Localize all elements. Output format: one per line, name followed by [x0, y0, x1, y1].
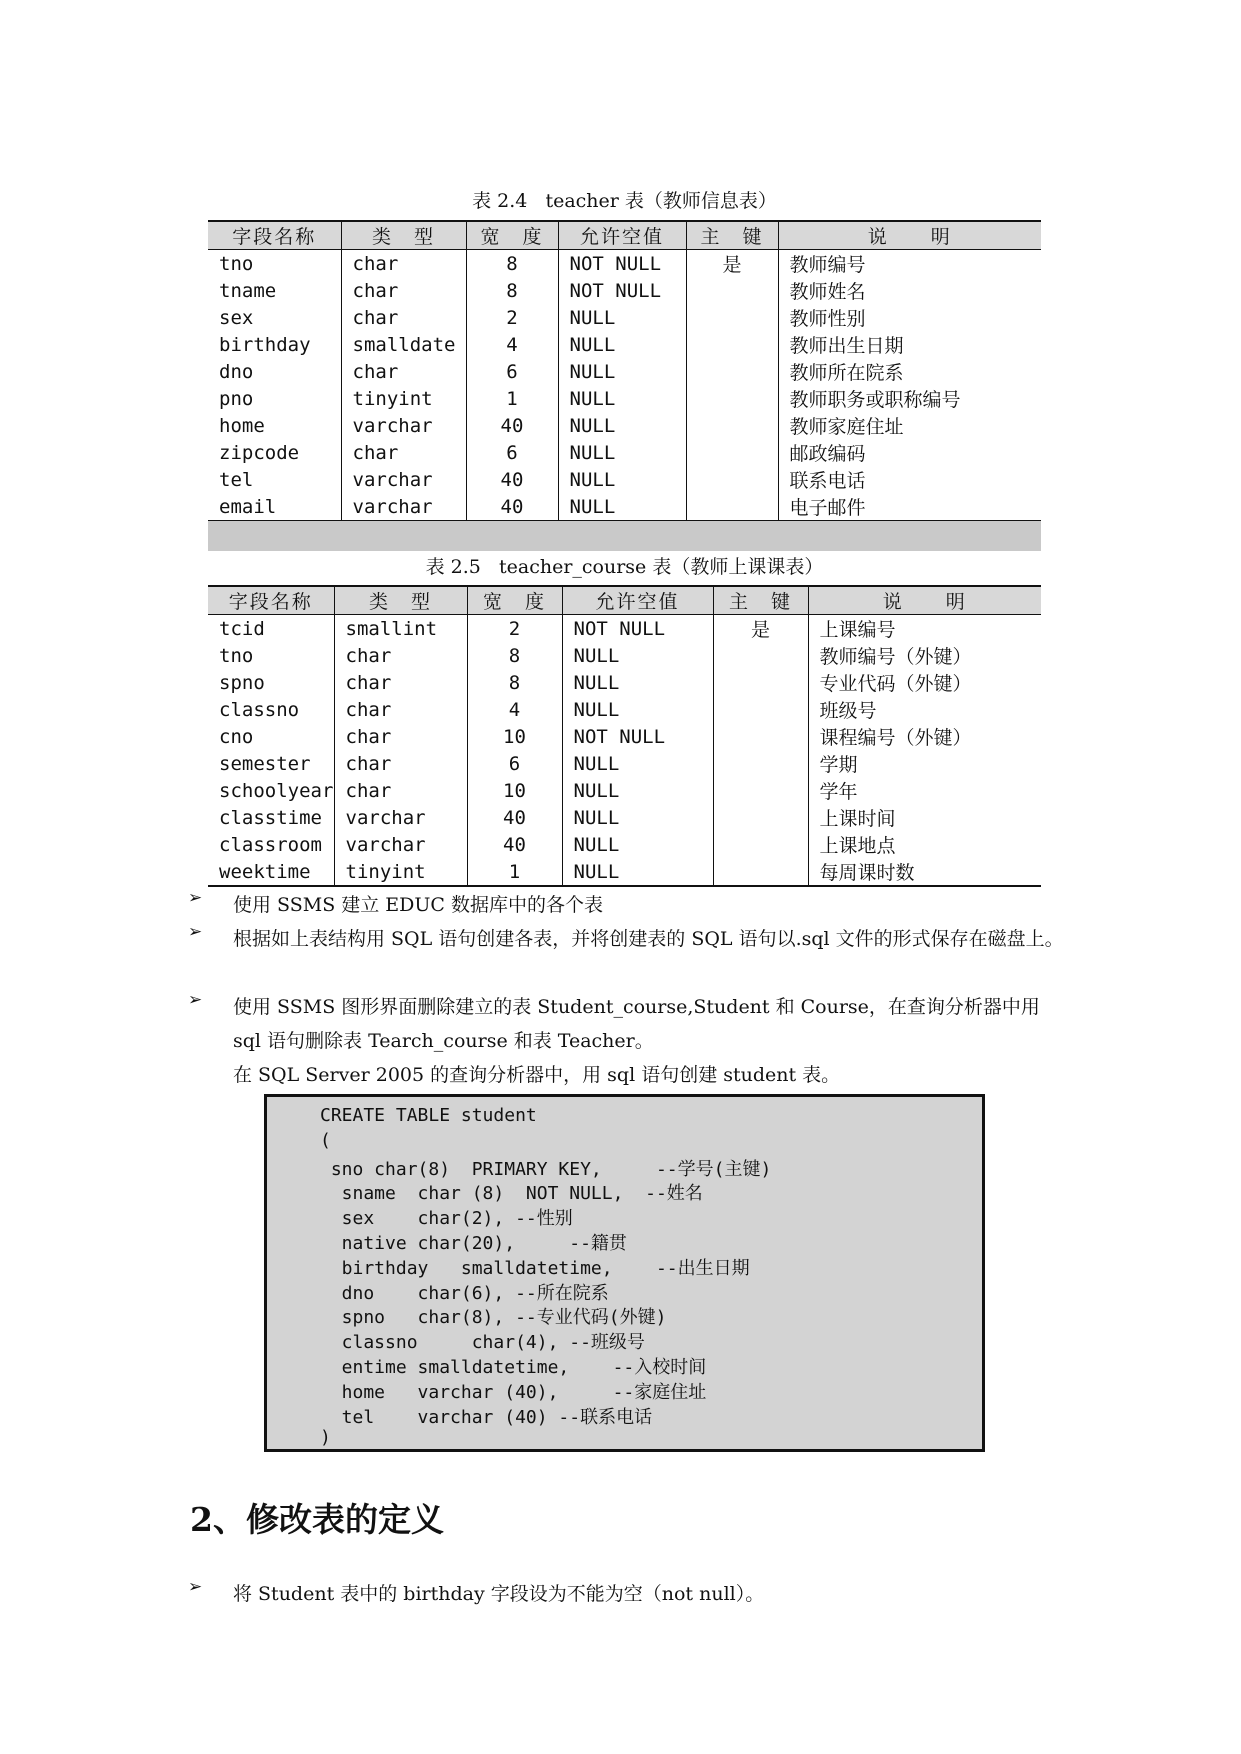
table-cell: birthday — [219, 333, 311, 356]
code-line: spno char(8), --专业代码(外键) — [320, 1307, 667, 1329]
table-cell: 是 — [686, 250, 778, 278]
teacher-course-table — [208, 585, 1041, 887]
table-cell: char — [334, 669, 467, 696]
table-row — [208, 669, 1041, 696]
table-header-row — [208, 586, 1041, 615]
table-cell — [686, 385, 778, 412]
table-cell: char — [334, 723, 467, 750]
table-cell: NULL — [558, 304, 686, 331]
table-cell: sex — [219, 306, 254, 329]
table-cell: NULL — [558, 439, 686, 466]
table-cell: 上课地点 — [808, 831, 1041, 858]
code-line: classno char(4), --班级号 — [320, 1332, 645, 1354]
intro-text: 在 SQL Server 2005 的查询分析器中，用 sql 语句创建 student 表。 — [233, 1064, 841, 1086]
table-cell: NULL — [558, 331, 686, 358]
table-cell: 1 — [467, 858, 562, 886]
table-cell: 联系电话 — [778, 466, 1041, 493]
table-cell: char — [341, 250, 466, 278]
table-cell: NOT NULL — [562, 723, 713, 750]
table-cell: 40 — [467, 804, 562, 831]
table-cell: 班级号 — [808, 696, 1041, 723]
table-cell — [713, 669, 808, 696]
table-row — [208, 412, 1041, 439]
column-header: 允许空值 — [562, 586, 713, 615]
table-cell: NULL — [558, 412, 686, 439]
table-cell: 教师性别 — [778, 304, 1041, 331]
table-row — [208, 358, 1041, 385]
column-header: 主 键 — [713, 586, 808, 615]
table-cell: char — [334, 696, 467, 723]
table-separator-band — [208, 521, 1041, 551]
table-cell: varchar — [341, 466, 466, 493]
table-cell — [713, 750, 808, 777]
table-cell: 1 — [466, 385, 558, 412]
table-cell: 8 — [466, 250, 558, 278]
table-cell: classroom — [219, 833, 322, 856]
column-header: 类 型 — [334, 586, 467, 615]
table-cell: NOT NULL — [558, 250, 686, 278]
column-header: 宽 度 — [466, 221, 558, 250]
table-cell: classtime — [219, 806, 322, 829]
table-row — [208, 277, 1041, 304]
table-row — [208, 466, 1041, 493]
table-cell: varchar — [334, 831, 467, 858]
table-cell — [713, 723, 808, 750]
arrow-bullet-icon: ➢ — [188, 1577, 203, 1597]
arrow-bullet-icon: ➢ — [188, 888, 203, 908]
table-cell — [713, 696, 808, 723]
table-cell: 电子邮件 — [778, 493, 1041, 521]
table-cell: email — [208, 493, 341, 521]
table-cell: 学年 — [808, 777, 1041, 804]
table-cell: home — [219, 414, 265, 437]
table-cell: 40 — [466, 412, 558, 439]
code-line: home varchar (40), --家庭住址 — [320, 1381, 707, 1403]
code-line: tel varchar (40) --联系电话 — [320, 1406, 653, 1428]
table-cell: 教师出生日期 — [778, 331, 1041, 358]
table-cell: char — [334, 642, 467, 669]
table-cell: 4 — [467, 696, 562, 723]
table2-caption: 表 2.5 teacher_course 表（教师上课课表） — [425, 556, 824, 578]
bullet-text: 根据如上表结构用 SQL 语句创建各表，并将创建表的 SQL 语句以.sql 文件的形式保存在磁盘上。 — [233, 928, 1064, 950]
table-cell: NULL — [562, 642, 713, 669]
table-cell: cno — [219, 725, 254, 748]
code-line: sex char(2), --性别 — [320, 1208, 573, 1230]
table-cell: 8 — [466, 277, 558, 304]
table-cell — [713, 858, 808, 886]
table-cell: NULL — [562, 831, 713, 858]
table-cell: 教师家庭住址 — [778, 412, 1041, 439]
column-header: 说 明 — [808, 586, 1041, 615]
table-row — [208, 642, 1041, 669]
code-line: native char(20), --籍贯 — [320, 1233, 627, 1254]
table-cell: NULL — [558, 466, 686, 493]
bullet-text: 使用 SSMS 建立 EDUC 数据库中的各个表 — [233, 894, 603, 916]
table-cell: 4 — [466, 331, 558, 358]
table-cell: semester — [219, 752, 311, 775]
table-cell: char — [341, 277, 466, 304]
table-cell — [713, 642, 808, 669]
column-header: 说 明 — [778, 221, 1041, 250]
table-cell: weektime — [208, 858, 334, 886]
table-cell: 6 — [466, 439, 558, 466]
table-row — [208, 696, 1041, 723]
table-cell — [686, 466, 778, 493]
bullet-text: 将 Student 表中的 birthday 字段设为不能为空（not null）。 — [233, 1583, 765, 1605]
table-cell: 2 — [467, 615, 562, 643]
bullet-text: 使用 SSMS 图形界面删除建立的表 Student_course,Student 和 Course，在查询分析器中用 sql 语句删除表 Tearch_course 和表 Teacher。 — [233, 996, 1040, 1052]
column-header: 字段名称 — [208, 586, 334, 615]
table-cell: varchar — [334, 804, 467, 831]
table-cell: 课程编号（外键） — [808, 723, 1041, 750]
table-row — [208, 615, 1041, 643]
table-cell: 专业代码（外键） — [808, 669, 1041, 696]
table-cell — [686, 331, 778, 358]
table-cell: 邮政编码 — [778, 439, 1041, 466]
table-cell: NULL — [562, 777, 713, 804]
table-cell: dno — [219, 360, 254, 383]
table-cell — [686, 412, 778, 439]
table-cell: 40 — [466, 493, 558, 521]
column-header: 字段名称 — [208, 221, 341, 250]
table-cell: varchar — [341, 412, 466, 439]
table-cell: 每周课时数 — [808, 858, 1041, 886]
table-cell: NOT NULL — [558, 277, 686, 304]
code-line: sname char (8) NOT NULL, --姓名 — [320, 1183, 703, 1205]
code-line: birthday smalldatetime, --出生日期 — [320, 1257, 750, 1279]
code-line: entime smalldatetime, --入校时间 — [320, 1357, 707, 1378]
code-line: sno char(8) PRIMARY KEY, --学号(主键) — [320, 1158, 772, 1180]
table-cell: 上课时间 — [808, 804, 1041, 831]
code-line: CREATE TABLE student — [320, 1105, 537, 1126]
column-header: 主 键 — [686, 221, 778, 250]
table-row — [208, 750, 1041, 777]
table-cell: varchar — [341, 493, 466, 521]
table-cell: zipcode — [219, 441, 300, 464]
table-cell: 教师所在院系 — [778, 358, 1041, 385]
table-cell — [686, 277, 778, 304]
table-cell: 教师编号 — [778, 250, 1041, 278]
table-row — [208, 777, 1041, 804]
table-cell: char — [334, 777, 467, 804]
table-cell: 教师编号（外键） — [808, 642, 1041, 669]
table-cell: char — [341, 358, 466, 385]
table-cell: NULL — [562, 696, 713, 723]
table-cell: NULL — [562, 804, 713, 831]
table-row — [208, 331, 1041, 358]
table-cell: 教师姓名 — [778, 277, 1041, 304]
table-cell: smalldate — [341, 331, 466, 358]
table-cell — [713, 831, 808, 858]
table-cell: 教师职务或职称编号 — [778, 385, 1041, 412]
code-line: ) — [320, 1427, 331, 1449]
table-cell: char — [341, 439, 466, 466]
table-row — [208, 250, 1041, 278]
table-cell — [686, 493, 778, 521]
table-cell: char — [341, 304, 466, 331]
code-line: dno char(6), --所在院系 — [320, 1282, 609, 1304]
table1-caption: 表 2.4 teacher 表（教师信息表） — [472, 190, 777, 212]
table-cell: tno — [219, 252, 254, 275]
sql-code-box — [264, 1094, 985, 1452]
table-cell: NULL — [562, 858, 713, 886]
table-cell: 8 — [467, 669, 562, 696]
code-line: ( — [320, 1129, 331, 1151]
table-cell — [686, 358, 778, 385]
table-cell: spno — [219, 671, 265, 694]
table-cell: smallint — [334, 615, 467, 643]
table-row — [208, 804, 1041, 831]
section-heading: 2、修改表的定义 — [190, 1500, 444, 1539]
table-row — [208, 439, 1041, 466]
table-cell: tinyint — [334, 858, 467, 886]
table-cell: classno — [219, 698, 300, 721]
table-cell: 6 — [467, 750, 562, 777]
table-cell: NULL — [562, 750, 713, 777]
table-cell — [713, 777, 808, 804]
table-cell: 上课编号 — [808, 615, 1041, 643]
arrow-bullet-icon: ➢ — [188, 922, 203, 942]
table-cell: 是 — [713, 615, 808, 643]
table-cell: NOT NULL — [562, 615, 713, 643]
table-row — [208, 385, 1041, 412]
teacher-table — [208, 220, 1041, 522]
table-row — [208, 493, 1041, 521]
table-cell — [713, 804, 808, 831]
table-cell: pno — [219, 387, 254, 410]
table-cell: tname — [219, 279, 277, 302]
table-cell: 10 — [467, 777, 562, 804]
table-cell: 40 — [466, 466, 558, 493]
column-header: 宽 度 — [467, 586, 562, 615]
table-cell: NULL — [558, 493, 686, 521]
table-cell: char — [334, 750, 467, 777]
table-cell: NULL — [562, 669, 713, 696]
table-row — [208, 858, 1041, 886]
table-cell: schoolyear — [219, 779, 334, 802]
table-header-row — [208, 221, 1041, 250]
table-row — [208, 723, 1041, 750]
table-cell: 2 — [466, 304, 558, 331]
table-cell: tcid — [219, 617, 265, 640]
table-cell: tno — [219, 644, 254, 667]
table-row — [208, 304, 1041, 331]
table-cell: 10 — [467, 723, 562, 750]
table-cell: tel — [219, 468, 254, 491]
column-header: 允许空值 — [558, 221, 686, 250]
column-header: 类 型 — [341, 221, 466, 250]
table-cell: 学期 — [808, 750, 1041, 777]
table-cell: NULL — [558, 385, 686, 412]
arrow-bullet-icon: ➢ — [188, 990, 203, 1010]
table-row — [208, 831, 1041, 858]
table-cell: 8 — [467, 642, 562, 669]
table-cell — [686, 439, 778, 466]
table-cell: tinyint — [341, 385, 466, 412]
table-cell: NULL — [558, 358, 686, 385]
table-cell: 40 — [467, 831, 562, 858]
table-cell — [686, 304, 778, 331]
table-cell: 6 — [466, 358, 558, 385]
